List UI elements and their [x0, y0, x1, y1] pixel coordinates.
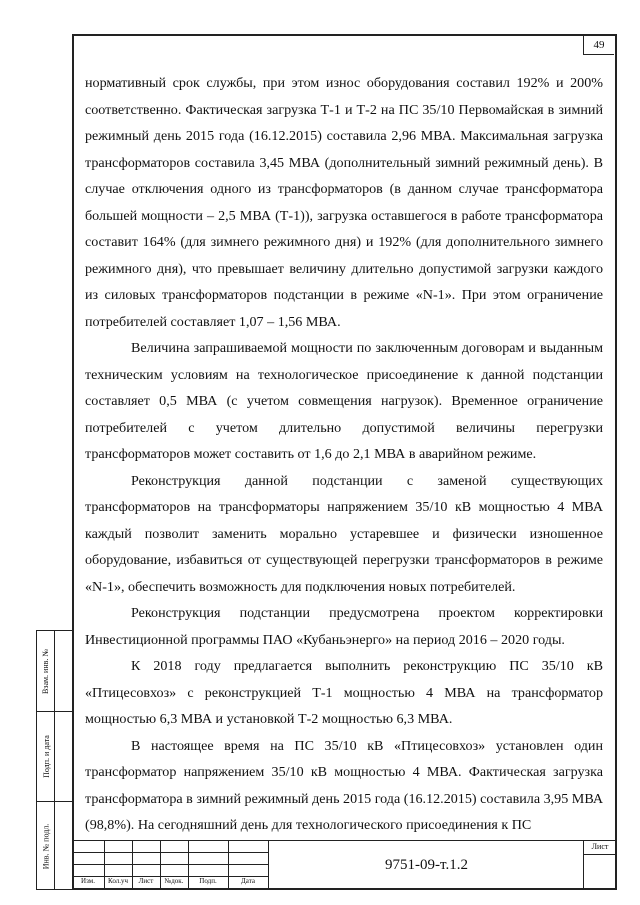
side-stamp-label: Взам. инв. №: [41, 648, 51, 694]
paragraph: К 2018 году предлагается выполнить реконструкцию ПС 35/10 кВ «Птицесовхоз» с реконструкцией Т-1 мощностью 4 МВА на трансформатор мощностью 6,3 МВА и установкой Т-2 мощностью 6,3 МВА.: [85, 658, 603, 727]
column-header: Подп.: [199, 877, 217, 885]
paragraph: Реконструкция подстанции предусмотрена проектом корректировки Инвестиционной программы ПАО «Кубаньэнерго» на период 2016 – 2020 годы.: [85, 605, 603, 648]
page-number: 49: [583, 36, 614, 55]
column-header: №док.: [164, 877, 184, 885]
column-header: Кол.уч: [108, 877, 128, 885]
column-header: Дата: [241, 877, 255, 885]
document-code: 9751-09-т.1.2: [268, 840, 584, 890]
paragraph: Величина запрашиваемой мощности по заключенным договорам и выданным техническим условиям на технологическое присоединение к данной подстанции составляет 0,5 МВА (с учетом совмещения нагрузок). Временное ограничение потребителей с учетом длительно допустимой величины перегрузки трансформаторов может составить от 1,6 до 2,1 МВА в аварийном режиме.: [85, 340, 603, 462]
paragraph: Реконструкция данной подстанции с заменой существующих трансформаторов на трансформаторы напряжением 35/10 кВ мощностью 4 МВА каждый позволит заменить морально устаревшее и физически изношенное оборудование, избавиться от существующей перегрузки трансформаторов в режиме «N-1», обеспечить возможность для подключения новых потребителей.: [85, 472, 603, 595]
sheet-cell: [583, 840, 616, 890]
column-header: Лист: [138, 877, 154, 885]
side-stamp-label: Инв. № подл.: [41, 823, 51, 869]
side-stamp-label: Подп. и дата: [41, 734, 51, 778]
side-stamp: [36, 630, 72, 890]
body-text: [85, 70, 603, 839]
column-header: Изм.: [81, 877, 95, 885]
sheet-label: Лист: [591, 842, 609, 851]
paragraph: нормативный срок службы, при этом износ оборудования составил 192% и 200% соответственно. Фактическая загрузка Т-1 и Т-2 на ПС 35/10 Первомайская в зимний режимный день 2015 года (16.12.2015) составила 2,96 МВА. Максимальная загрузка трансформаторов составила 3,45 МВА (дополнительный зимний режимный день). В случае отключения одного из трансформаторов (в данном случае трансформатора большей мощности – 2,5 МВА (Т-1)), загрузка оставшегося в работе трансформатора составит 164% (для зимнего режимного дня) и 192% (для дополнительного зимнего режимного дня), что превышает величину длительно допустимой загрузки каждого из силовых трансформаторов подстанции в режиме «N-1». При этом ограничение потребителей составляет 1,07 – 1,56 МВА.: [85, 75, 603, 330]
title-block: [72, 840, 617, 890]
revision-grid: [72, 840, 268, 890]
paragraph: В настоящее время на ПС 35/10 кВ «Птицесовхоз» установлен один трансформатор напряжением 35/10 кВ мощностью 4 МВА. Фактическая загрузка трансформатора в зимний режимный день 2015 года (16.12.2015) составила 3,95 МВА (98,8%). На сегодняшний день для технологического присоединения к ПС: [85, 737, 604, 833]
